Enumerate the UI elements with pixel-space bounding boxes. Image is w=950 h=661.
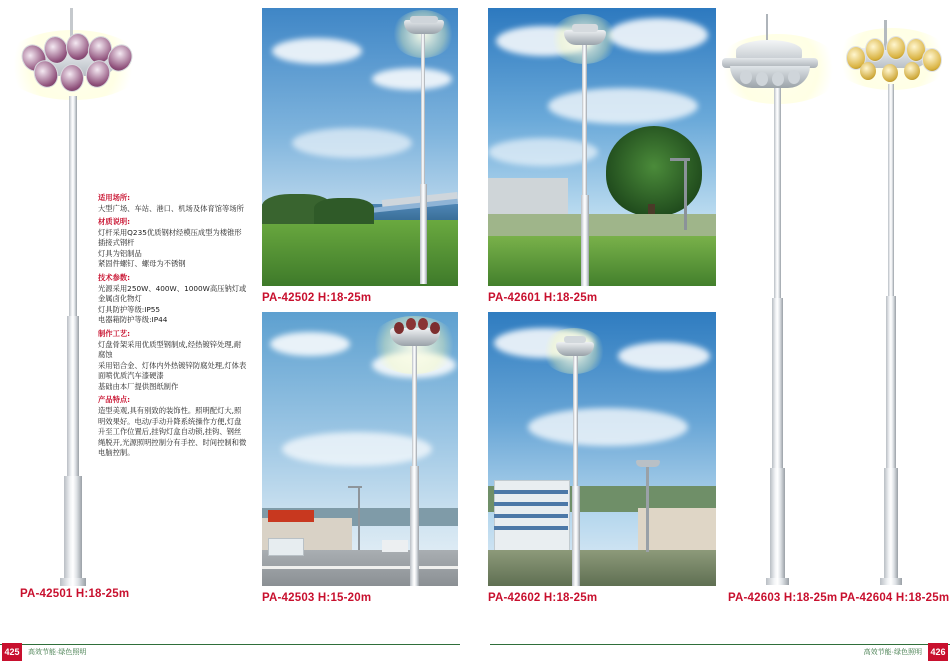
pole-lower-PA-42602 [572,486,580,586]
lamp-petal [865,38,885,62]
spec-heading-usage: 适用场所: [98,193,131,202]
building [488,178,568,218]
page-number-left: 425 [2,643,22,661]
page-footer [0,639,950,661]
caption-PA-42603: PA-42603 H:18-25m [728,592,838,604]
cloud [272,38,362,64]
pole-mid-PA-42501 [67,316,79,476]
grass [488,236,716,286]
pole-mid-PA-42604 [886,296,896,468]
lamp-petal [418,318,428,330]
pole-lower-PA-42502 [420,184,427,284]
spec-heading-features: 产品特点: [98,395,131,405]
foreground-vegetation [488,550,716,586]
cloud [608,18,708,52]
street-lamp-arm [348,486,362,488]
spec-material-3: 紧固件螺钉、螺母为不锈钢 [98,259,186,269]
secondary-pole [646,464,649,552]
caption-PA-42601: PA-42601 H:18-25m [488,292,598,304]
lamp-petal [394,322,404,334]
pole-base-PA-42603 [766,578,789,585]
page-number-right: 426 [928,643,948,661]
photo-PA-42503 [262,312,458,586]
spec-tech-1: 光源采用250W、400W、1000W高压钠灯或金属卤化物灯 [98,283,247,304]
cloud [528,408,688,446]
pole-upper-PA-42604 [888,84,894,296]
spec-heading-material: 材质说明: [98,217,131,227]
hedge [488,214,716,238]
cloud [372,68,452,90]
caption-PA-42604: PA-42604 H:18-25m [840,592,950,604]
photo-PA-42601 [488,8,716,286]
spec-material-1: 灯杆采用Q235优质钢材经模压成型为楼锥形插接式钢杆 [98,227,242,248]
photo-PA-42602 [488,312,716,586]
pole-upper-PA-42501 [69,96,77,316]
pole-mid-PA-42603 [772,298,783,468]
footer-rule-left [0,644,460,645]
lamp-crown [572,24,598,32]
cloud [292,128,412,158]
lamp-petal [740,70,752,84]
cloud [270,332,350,356]
pole-upper-PA-42601 [582,45,587,195]
cloud [618,342,710,370]
lamp-head-PA-42602 [556,342,594,356]
pole-lower-PA-42503 [410,466,419,586]
pole-base-PA-42604 [880,578,902,585]
street-lamp-arm [670,158,690,161]
truck [268,538,304,556]
lamp-petal [860,62,876,80]
spec-material-2: 灯具为铝制品 [98,248,142,258]
specification-text [98,190,248,459]
footer-text-left: 高效节能·绿色照明 [28,649,87,656]
pole-upper-PA-42603 [774,88,781,298]
pole-base-PA-42501 [60,578,86,586]
road-marking [262,566,458,569]
spec-process-1: 灯盘骨架采用优质型钢制成,经热镀锌处理,耐腐蚀 [98,339,242,360]
lamp-petal [430,322,440,334]
spec-feature-1: 造型美观,具有别致的装饰性。照明配灯大,照明效果好。电动/手动升降系统操作方便,灯盘升至工作位置后,挂钩灯盒自动锁,挂钩、钢丝绳脱开,光源照明控制分有手控、时间控制和微电脑控制。 [98,405,247,458]
pole-lower-PA-42501 [64,476,82,580]
finial [766,14,768,40]
product-illustration-PA-42501 [8,8,138,98]
cloud [548,88,698,124]
footer-text-right: 高效节能·绿色照明 [863,649,922,656]
pole-lower-PA-42604 [884,468,898,580]
grass [262,220,458,286]
lamp-head-PA-42601 [564,30,606,45]
photo-PA-42502 [262,8,458,286]
caption-PA-42502: PA-42502 H:18-25m [262,292,372,304]
caption-PA-42503: PA-42503 H:15-20m [262,592,372,604]
street-lamp-pole [684,160,687,230]
footer-rule-right [490,644,950,645]
lamp-petal [882,64,898,82]
building-right [638,508,716,552]
building-window-row [494,514,568,518]
street-lamp-pole [358,488,360,550]
pole-upper-PA-42502 [421,34,425,184]
secondary-lamp-head [636,460,660,467]
billboard [268,510,314,522]
lamp-petal [756,72,768,86]
building-window-row [494,526,568,530]
lamp-petal [922,48,942,72]
spec-heading-process: 制作工艺: [98,328,131,338]
lamp-petal [66,33,90,61]
lamp-petal [788,70,800,84]
building-window-row [494,490,568,494]
product-illustration-PA-42604 [838,14,946,94]
tree-canopy [606,126,702,216]
pole-upper-PA-42602 [573,356,578,486]
spec-heading-tech: 技术参数: [98,273,131,283]
spec-tech-2: 灯具防护等级:IP55 [98,304,161,314]
lamp-petal [886,36,906,60]
lamp-petal [904,62,920,80]
caption-PA-42501: PA-42501 H:18-25m [20,588,130,600]
lamp-crown [410,16,438,23]
building-window-row [494,502,568,506]
caption-PA-42602: PA-42602 H:18-25m [488,592,598,604]
lamp-petal [406,318,416,330]
car [382,540,408,552]
spec-process-2: 采用铝合金、灯体内外热镀锌防腐处理,灯体表面喷优质汽车漆硬漆 [98,360,247,381]
cloud [282,432,432,466]
spec-process-3: 基础由本厂提供图纸制作 [98,381,179,391]
lamp-petal [772,72,784,86]
pole-lower-PA-42601 [581,195,589,286]
spec-tech-3: 电器箱防护等级:IP44 [98,315,168,325]
pole-lower-PA-42603 [770,468,785,580]
lamp-petal [60,64,84,92]
lamp-crown [564,336,586,343]
pole-upper-PA-42503 [412,346,417,466]
treeline [314,198,374,224]
spec-usage: 大型广场、车站、港口、机场及体育馆等场所 [98,203,244,213]
